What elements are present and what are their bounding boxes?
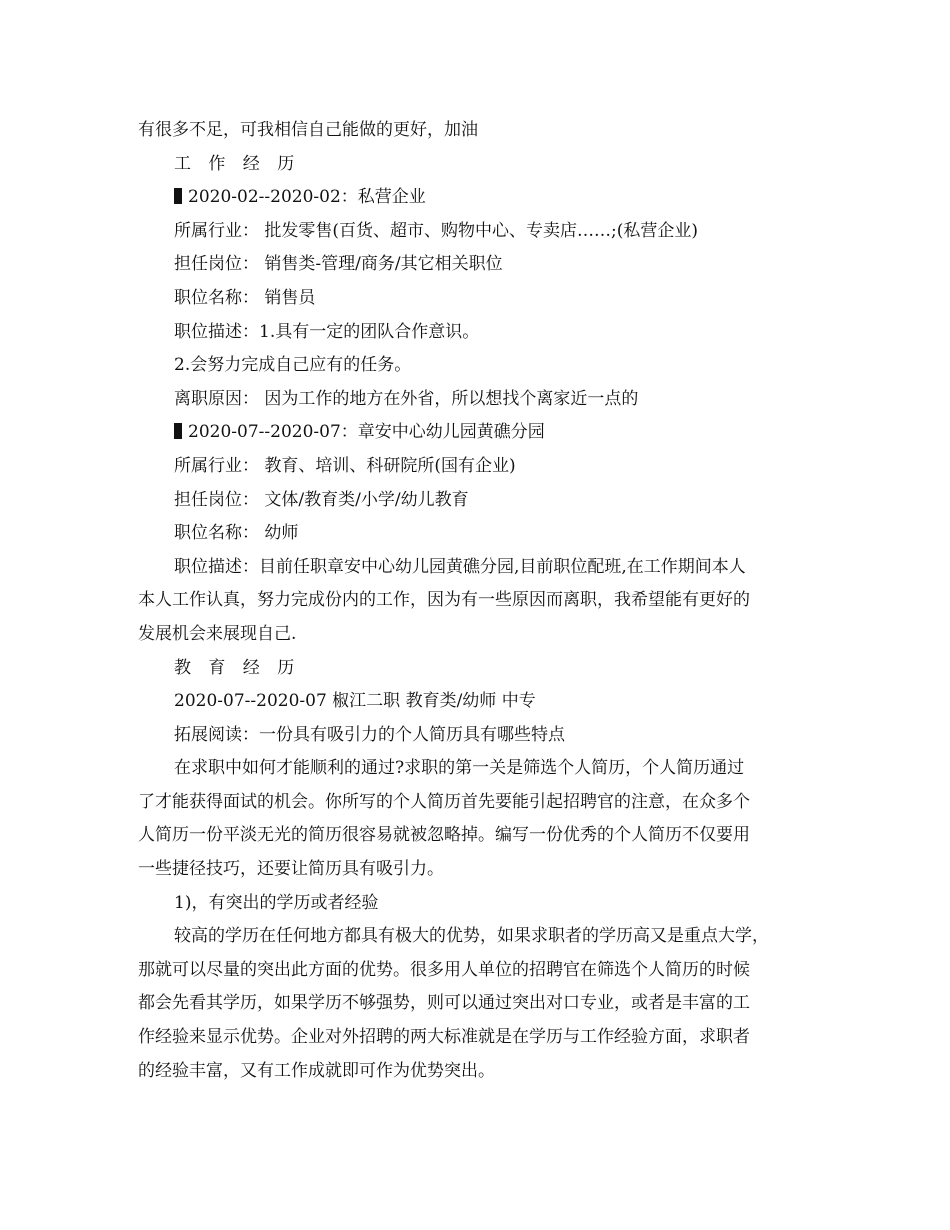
- job-2-title: 职位名称： 幼师: [174, 523, 299, 544]
- job-2-description-cont: 本人工作认真，努力完成份内的工作，因为有一些原因而离职，我希望能有更好的: [138, 590, 750, 611]
- job-1-position: 担任岗位： 销售类-管理/商务/其它相关职位: [174, 254, 503, 275]
- job-entry-2: [138, 416, 818, 450]
- job-1-title: 职位名称： 销售员: [174, 287, 316, 308]
- job-entry-2-text: 2020-07--2020-07：章安中心幼儿园黄礁分园: [188, 422, 545, 443]
- job-1-description: 职位描述：1.具有一定的团队合作意识。: [174, 321, 480, 342]
- job-2-description: 职位描述：目前任职章安中心幼儿园黄礁分园,目前职位配班,在工作期间本人: [174, 556, 746, 577]
- education-entry: 2020-07--2020-07 椒江二职 教育类/幼师 中专: [174, 691, 536, 712]
- paragraph-line: 了才能获得面试的机会。你所写的个人简历首先要能引起招聘官的注意，在众多个: [138, 791, 750, 812]
- section-heading-work-experience: 工 作 经 历: [174, 153, 301, 174]
- job-2-position: 担任岗位： 文体/教育类/小学/幼儿教育: [174, 489, 469, 510]
- job-2-industry: 所属行业： 教育、培训、科研院所(国有企业): [174, 455, 516, 476]
- paragraph-line: 作经验来显示优势。企业对外招聘的两大标准就是在学历与工作经验方面，求职者: [138, 1027, 750, 1048]
- bullet-block-icon: [174, 423, 182, 439]
- text-line: 有很多不足，可我相信自己能做的更好，加油: [138, 120, 478, 140]
- subheading-point-1: 1)，有突出的学历或者经验: [174, 892, 379, 913]
- paragraph-line: 人简历一份平淡无光的简历很容易就被忽略掉。编写一份优秀的个人简历不仅要用: [138, 825, 750, 846]
- paragraph-line: 较高的学历在任何地方都具有极大的优势，如果求职者的学历高又是重点大学，: [174, 926, 769, 947]
- job-1-industry: 所属行业： 批发零售(百货、超市、购物中心、专卖店……;(私营企业): [174, 220, 699, 241]
- bullet-block-icon: [174, 188, 182, 204]
- document-body: [138, 114, 818, 1088]
- extended-reading-title: 拓展阅读：一份具有吸引力的个人简历具有哪些特点: [174, 724, 565, 745]
- paragraph-line: 在求职中如何才能顺利的通过?求职的第一关是筛选个人简历，个人简历通过: [174, 758, 745, 779]
- paragraph-line: 的经验丰富，又有工作成就即可作为优势突出。: [138, 1060, 495, 1081]
- job-entry-1: [138, 181, 818, 215]
- paragraph-line: 那就可以尽量的突出此方面的优势。很多用人单位的招聘官在筛选个人简历的时候: [138, 959, 750, 980]
- section-heading-education: 教 育 经 历: [174, 657, 301, 678]
- paragraph-line: 都会先看其学历，如果学历不够强势，则可以通过突出对口专业，或者是丰富的工: [138, 993, 750, 1014]
- paragraph-line: 一些捷径技巧，还要让简历具有吸引力。: [138, 859, 444, 880]
- job-1-description-cont: 2.会努力完成自己应有的任务。: [174, 355, 412, 376]
- job-entry-1-text: 2020-02--2020-02：私营企业: [188, 187, 426, 208]
- job-2-description-end: 发展机会来展现自己.: [138, 623, 297, 644]
- job-1-leave-reason: 离职原因： 因为工作的地方在外省，所以想找个离家近一点的: [174, 388, 639, 409]
